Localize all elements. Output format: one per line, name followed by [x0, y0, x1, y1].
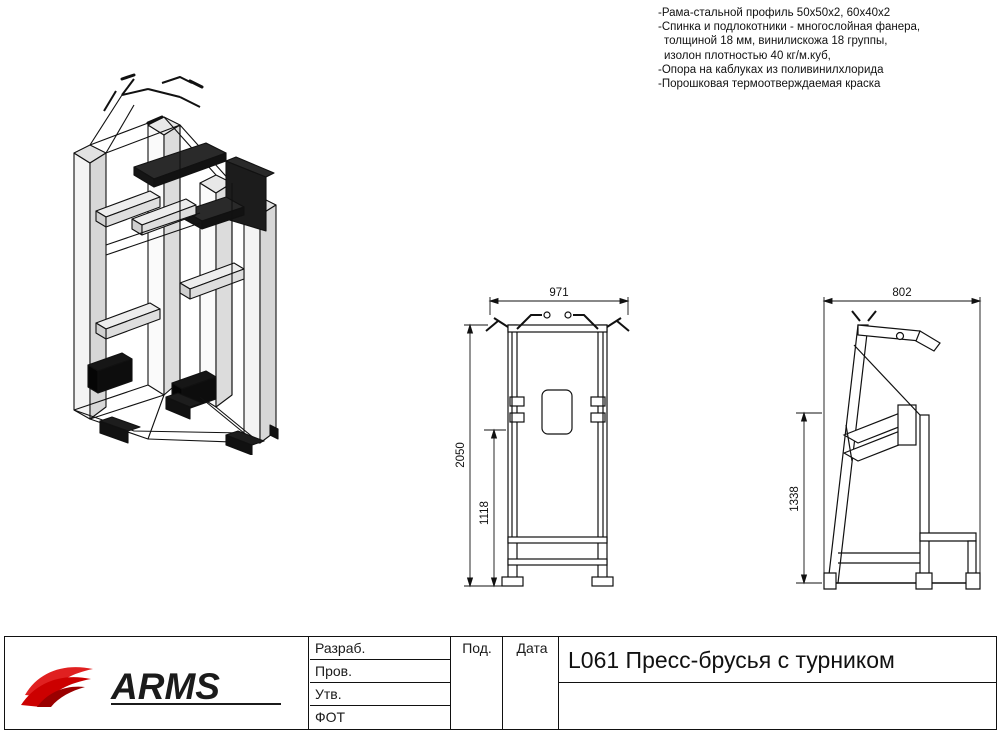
- dim-side-width: 802: [892, 287, 912, 299]
- dim-front-height: 2050: [455, 442, 467, 468]
- drawing-title: L061 Пресс-брусья с турником: [568, 647, 895, 673]
- spec-line-1: -Рама-стальной профиль 50x50x2, 60x40x2: [658, 7, 891, 19]
- divider-2: [450, 637, 451, 729]
- spec-line-6: -Порошковая термоотверждаемая краска: [658, 78, 881, 91]
- row-label-fot: ФОТ: [315, 709, 346, 725]
- logo-cell: [5, 637, 308, 729]
- column-header-pod: Под.: [462, 640, 492, 656]
- spec-line-2: -Спинка и подлокотники - многослойная фанера,: [658, 21, 921, 34]
- row-label-prov: Пров.: [310, 660, 450, 683]
- side-view: [780, 285, 1000, 615]
- column-header-data: Дата: [516, 640, 548, 656]
- divider-1: [308, 637, 309, 729]
- row-label-razrab: Разраб.: [310, 637, 450, 660]
- dim-side-height: 1338: [789, 486, 801, 512]
- arms-logo-icon: [19, 661, 294, 709]
- divider-3: [502, 637, 503, 729]
- approval-rows: [310, 637, 450, 729]
- specifications-note: [658, 6, 998, 91]
- dim-front-width: 971: [549, 287, 569, 299]
- row-label-utv: Утв.: [310, 683, 450, 706]
- spec-line-4: изолон плотностью 40 кг/м.куб,: [664, 49, 831, 62]
- isometric-view: [30, 35, 370, 455]
- title-block: [4, 636, 997, 730]
- front-view: [450, 285, 680, 615]
- spec-line-3: толщиной 18 мм, винилискожа 18 группы,: [664, 35, 888, 48]
- logo-wordmark: ARMS: [111, 666, 220, 707]
- spec-line-5: -Опора на каблуках из поливинилхлорида: [658, 63, 884, 76]
- dim-front-seat: 1118: [479, 501, 491, 525]
